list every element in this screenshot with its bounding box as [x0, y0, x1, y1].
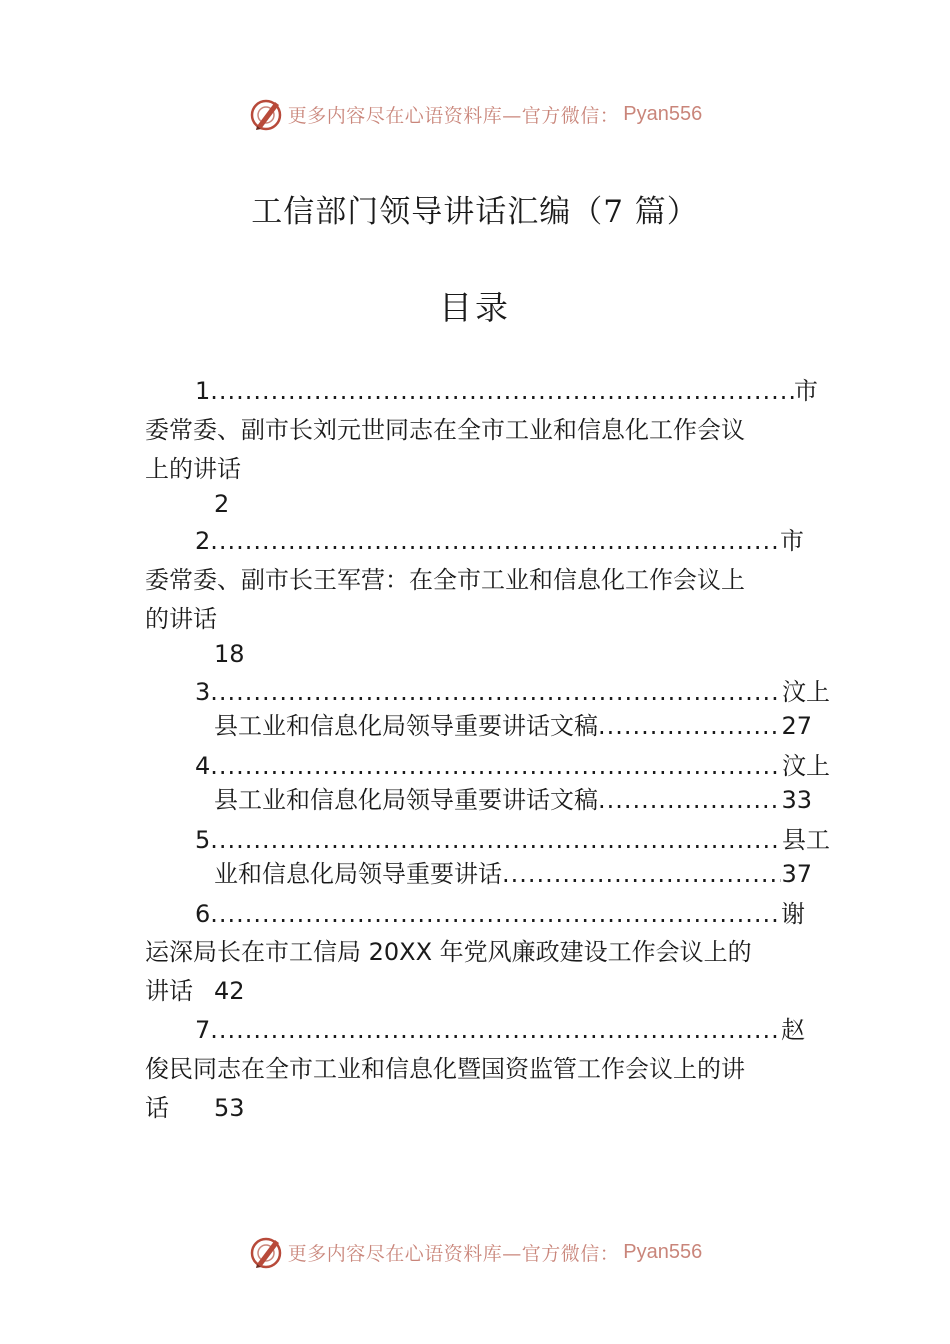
watermark-text: 更多内容尽在心语资料库—官方微信： [287, 1242, 620, 1265]
toc-number: 1 [195, 377, 211, 405]
toc-title-head: 汶上 [782, 678, 830, 706]
toc-page-number: 18 [214, 640, 245, 668]
toc-number: 4 [195, 752, 211, 780]
toc-title-line: 委常委、副市长王军营：在全市工业和信息化工作会议上 [145, 566, 745, 594]
watermark-id: Pyan556 [623, 102, 703, 125]
toc-entry-5-line2 [214, 855, 812, 893]
toc-title-line: 上的讲话 [145, 455, 241, 483]
toc-title-head: 市 [794, 377, 818, 405]
toc-heading: 目录 [439, 288, 511, 327]
toc-entry-1[interactable] [195, 372, 818, 410]
watermark-id: Pyan556 [623, 1240, 703, 1263]
toc-leader [502, 855, 781, 893]
toc-title-head: 谢 [781, 900, 805, 928]
toc-title-line: 话 [145, 1094, 169, 1122]
toc-entry-4-line2 [214, 781, 812, 819]
toc-title-head: 市 [780, 527, 804, 555]
toc-page-number: 37 [781, 860, 812, 888]
toc-title-head: 县工 [782, 826, 830, 854]
toc-entry-3[interactable] [195, 673, 830, 711]
toc-page-number: 53 [214, 1094, 245, 1122]
toc-number: 2 [195, 527, 211, 555]
toc-title-line: 业和信息化局领导重要讲话 [214, 860, 502, 888]
toc-entry-3-line2 [214, 707, 812, 745]
toc-leader [598, 781, 781, 819]
toc-number: 5 [195, 826, 211, 854]
toc-page-number: 33 [781, 786, 812, 814]
toc-title-line: 县工业和信息化局领导重要讲话文稿 [214, 786, 598, 814]
toc-title-line: 委常委、副市长刘元世同志在全市工业和信息化工作会议 [145, 416, 745, 444]
toc-leader [210, 895, 781, 933]
toc-leader [210, 821, 782, 859]
toc-leader [210, 522, 780, 560]
toc-entry-5[interactable] [195, 821, 830, 859]
toc-leader [210, 372, 794, 410]
toc-entry-2[interactable] [195, 522, 804, 560]
toc-title-line: 讲话 [145, 977, 193, 1005]
toc-leader [598, 707, 781, 745]
toc-number: 3 [195, 678, 211, 706]
toc-leader [210, 673, 782, 711]
toc-entry-4[interactable] [195, 747, 830, 785]
toc-title-head: 汶上 [782, 752, 830, 780]
toc-leader [210, 747, 782, 785]
toc-page-number: 42 [214, 977, 245, 1005]
pen-circle-logo-icon [248, 1234, 284, 1270]
toc-entry-7[interactable] [195, 1011, 805, 1049]
document-title: 工信部门领导讲话汇编（7 篇） [251, 194, 699, 230]
toc-title-line: 县工业和信息化局领导重要讲话文稿 [214, 712, 598, 740]
toc-number: 6 [195, 900, 211, 928]
toc-leader [210, 1011, 781, 1049]
toc-number: 7 [195, 1016, 211, 1044]
watermark-banner-bottom [0, 1230, 950, 1274]
watermark-banner-top [0, 92, 950, 136]
watermark-text: 更多内容尽在心语资料库—官方微信： [287, 104, 620, 127]
toc-title-head: 赵 [781, 1016, 805, 1044]
toc-title-line: 的讲话 [145, 605, 217, 633]
toc-entry-6[interactable] [195, 895, 805, 933]
toc-title-line: 俊民同志在全市工业和信息化暨国资监管工作会议上的讲 [145, 1055, 745, 1083]
toc-page-number: 27 [781, 712, 812, 740]
pen-circle-logo-icon [248, 96, 284, 132]
toc-title-line: 运深局长在市工信局 20XX 年党风廉政建设工作会议上的 [145, 938, 752, 966]
toc-page-number: 2 [214, 490, 230, 518]
